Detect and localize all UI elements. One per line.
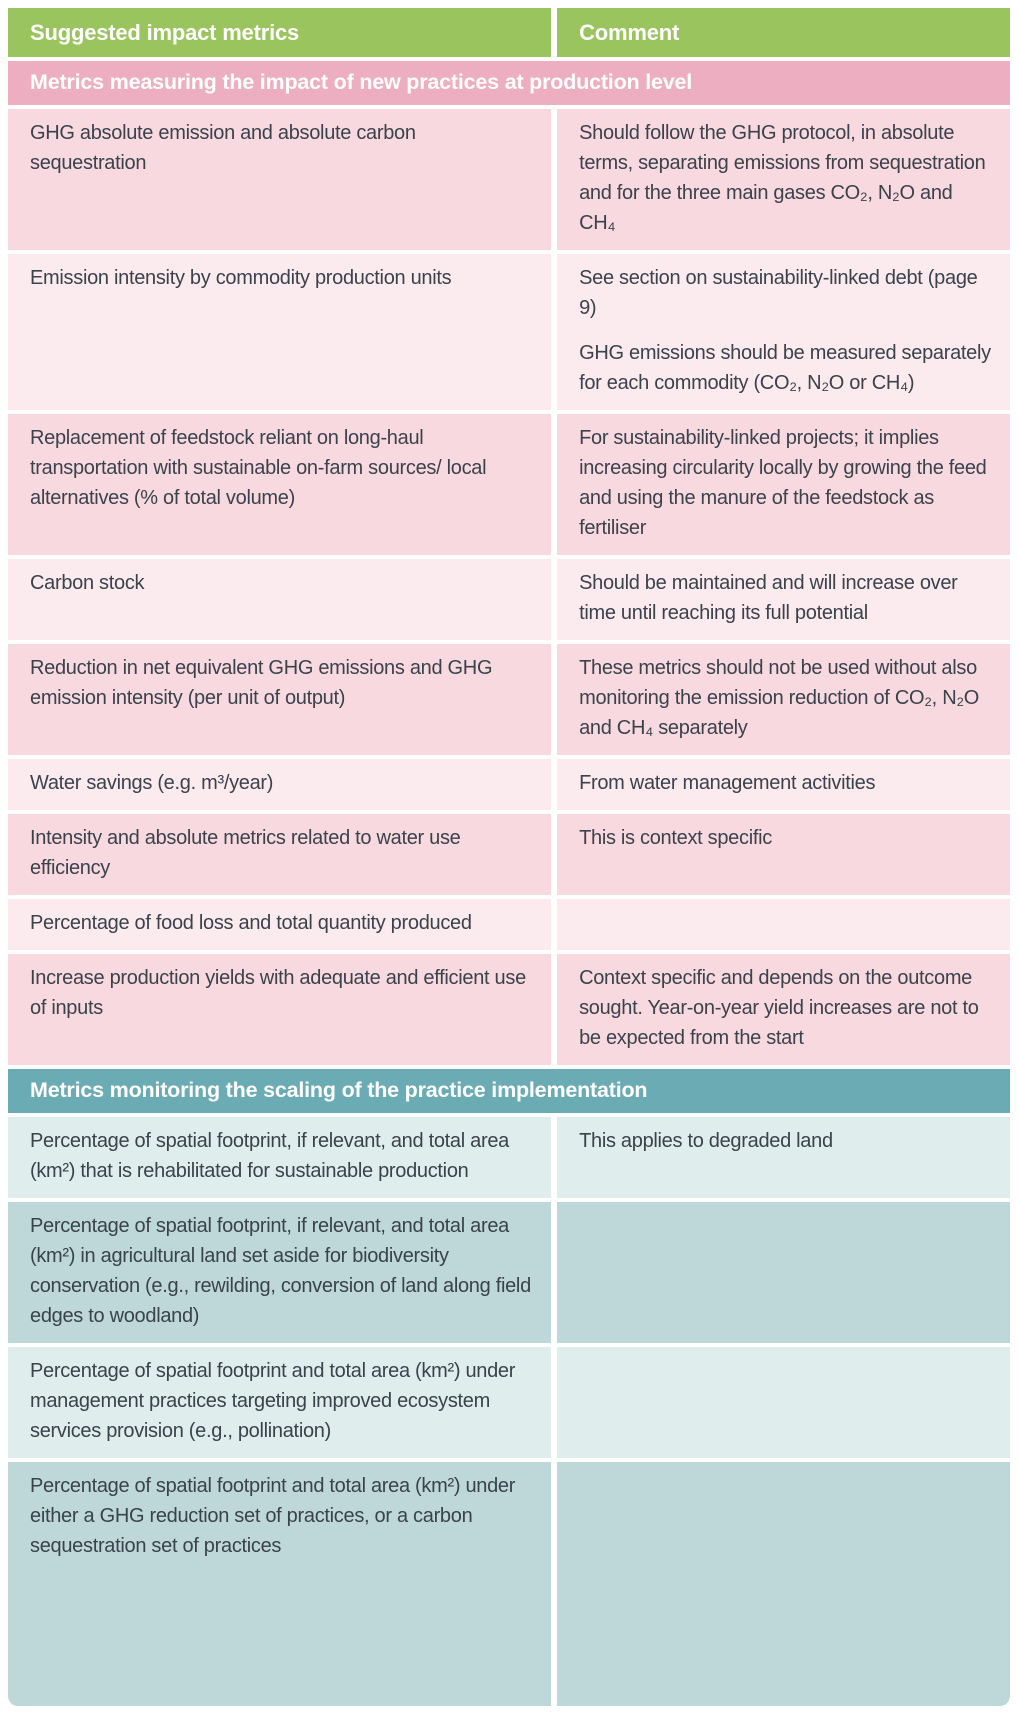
table-row <box>8 954 1010 1065</box>
comment-paragraph: Should be maintained and will increase over time until reaching its full potential <box>579 572 958 624</box>
table-row <box>8 559 1010 640</box>
comment-cell <box>557 254 1010 410</box>
metric-cell <box>8 814 551 895</box>
comment-cell <box>557 954 1010 1065</box>
comment-cell <box>557 1117 1010 1198</box>
metric-cell <box>8 759 551 810</box>
metric-text: Percentage of spatial footprint, if relevant, and total area (km²) that is rehabilitated for sustainable production <box>30 1130 509 1182</box>
metric-text: Percentage of spatial footprint, if relevant, and total area (km²) in agricultural land set aside for biodiversity conservation (e.g., rewilding, conversion of land along field edges to woodland) <box>30 1215 531 1327</box>
comment-cell <box>557 559 1010 640</box>
comment-paragraph: This is context specific <box>579 827 772 849</box>
comment-paragraph: Should follow the GHG protocol, in absolute terms, separating emissions from sequestration and for the three main gases CO₂, N₂O and CH₄ <box>579 122 986 234</box>
comment-cell <box>557 1462 1010 1706</box>
comment-paragraph: Context specific and depends on the outcome sought. Year-on-year yield increases are not to be expected from the start <box>579 967 979 1049</box>
comment-cell <box>557 814 1010 895</box>
section-header-practice-scaling <box>8 1069 1010 1113</box>
comment-cell <box>557 1202 1010 1343</box>
comment-paragraph: For sustainability-linked projects; it implies increasing circularity locally by growing the feed and using the manure of the feedstock as fertiliser <box>579 427 987 539</box>
comment-cell <box>557 759 1010 810</box>
comment-cell <box>557 899 1010 950</box>
metric-cell <box>8 254 551 410</box>
comment-paragraph: This applies to degraded land <box>579 1130 833 1152</box>
table-row <box>8 759 1010 810</box>
column-header-metrics: Suggested impact metrics <box>8 8 551 57</box>
table-row <box>8 814 1010 895</box>
metric-text: GHG absolute emission and absolute carbon sequestration <box>30 122 416 174</box>
metric-cell <box>8 899 551 950</box>
table-row <box>8 414 1010 555</box>
table-row <box>8 1347 1010 1458</box>
metric-cell <box>8 644 551 755</box>
metric-cell <box>8 109 551 250</box>
table-row <box>8 899 1010 950</box>
metric-text: Reduction in net equivalent GHG emissions and GHG emission intensity (per unit of output) <box>30 657 493 709</box>
sections <box>8 61 1010 1706</box>
comment-cell <box>557 414 1010 555</box>
table-row <box>8 1462 1010 1706</box>
comment-cell <box>557 644 1010 755</box>
metric-text: Emission intensity by commodity production units <box>30 267 452 289</box>
metric-cell <box>8 1347 551 1458</box>
metric-text: Replacement of feedstock reliant on long-haul transportation with sustainable on-farm sources/ local alternatives (% of total volume) <box>30 427 487 509</box>
comment-cell <box>557 1347 1010 1458</box>
table-row <box>8 1202 1010 1343</box>
metric-cell <box>8 1202 551 1343</box>
section-title: Metrics measuring the impact of new practices at production level <box>30 70 693 94</box>
table-header-row <box>8 8 1010 57</box>
section-title: Metrics monitoring the scaling of the practice implementation <box>30 1078 648 1102</box>
metric-text: Percentage of spatial footprint and total area (km²) under management practices targeting improved ecosystem services provision (e.g., pollination) <box>30 1360 516 1442</box>
section-header-production-impact <box>8 61 1010 105</box>
section-production-impact <box>8 61 1010 1069</box>
metric-text: Intensity and absolute metrics related to water use efficiency <box>30 827 461 879</box>
column-header-comment: Comment <box>557 8 1010 57</box>
metric-cell <box>8 1117 551 1198</box>
table-row <box>8 1117 1010 1198</box>
metric-text: Increase production yields with adequate and efficient use of inputs <box>30 967 526 1019</box>
table-row <box>8 109 1010 250</box>
metric-cell <box>8 559 551 640</box>
table-row <box>8 254 1010 410</box>
metric-cell <box>8 414 551 555</box>
comment-paragraph: See section on sustainability-linked debt (page 9) <box>579 267 978 319</box>
comment-cell <box>557 109 1010 250</box>
metric-text: Percentage of food loss and total quantity produced <box>30 912 472 934</box>
metric-text: Carbon stock <box>30 572 145 594</box>
comment-paragraph: These metrics should not be used without also monitoring the emission reduction of CO₂, N₂O and CH₄ separately <box>579 657 980 739</box>
metric-text: Percentage of spatial footprint and total area (km²) under either a GHG reduction set of practices, or a carbon sequestration set of practices <box>30 1475 516 1557</box>
metric-cell <box>8 954 551 1065</box>
comment-paragraph: GHG emissions should be measured separately for each commodity (CO₂, N₂O or CH₄) <box>579 342 991 394</box>
section-practice-scaling <box>8 1069 1010 1706</box>
table-row <box>8 644 1010 755</box>
metric-text: Water savings (e.g. m³/year) <box>30 772 274 794</box>
comment-paragraph: From water management activities <box>579 772 876 794</box>
metric-cell <box>8 1462 551 1706</box>
